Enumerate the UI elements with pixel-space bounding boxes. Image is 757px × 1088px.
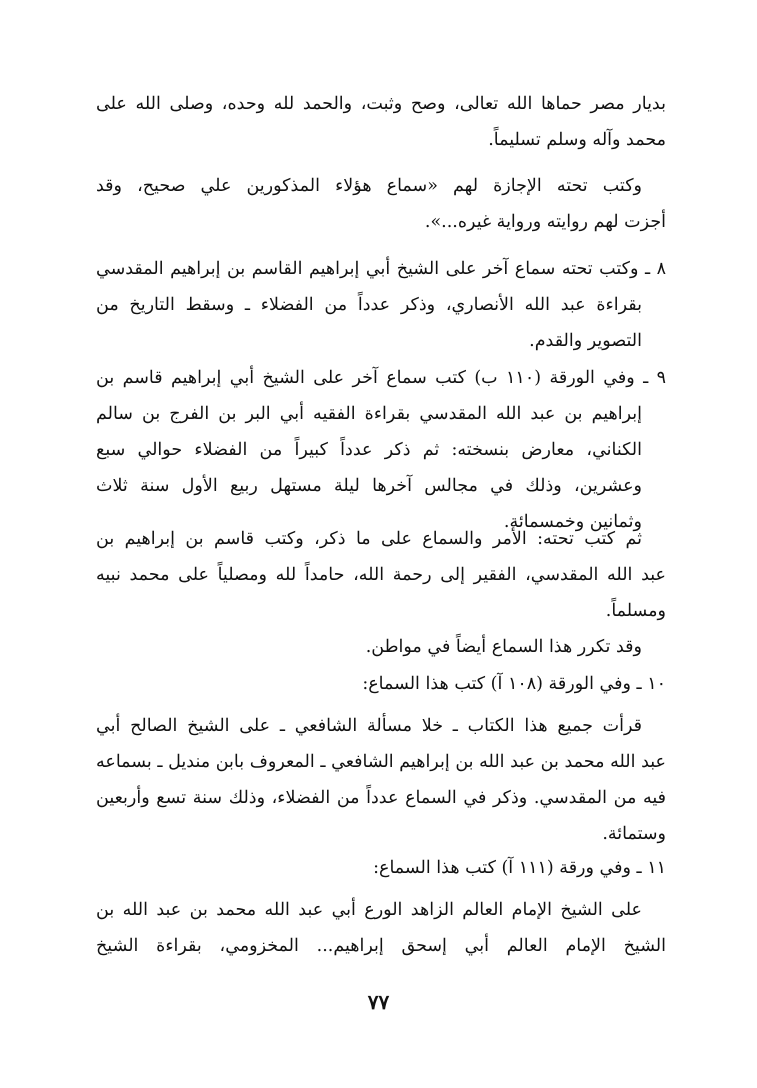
text-line: وثمانين وخمسمائة. xyxy=(503,512,642,532)
text-line: عبد الله محمد بن عبد الله بن إبراهيم الشافعي ـ المعروف بابن منديل ـ بسماعه xyxy=(96,752,666,772)
text-line: ١١ ـ وفي ورقة (١١١ آ) كتب هذا السماع: xyxy=(373,858,666,878)
text-line: الشيخ الإمام العالم أبي إسحق إبراهيم... المخزومي، بقراءة الشيخ xyxy=(96,936,666,956)
text-line: الكناني، معارض بنسخته: ثم ذكر عدداً كبيراً من الفضلاء حوالي سبع xyxy=(96,440,642,460)
text-line: ومسلماً. xyxy=(605,601,666,621)
text-line: ١٠ ـ وفي الورقة (١٠٨ آ) كتب هذا السماع: xyxy=(362,674,666,694)
text-line: عبد الله المقدسي، الفقير إلى رحمة الله، حامداً لله ومصلياً على محمد نبيه xyxy=(96,565,666,585)
paragraph-item-8 xyxy=(96,251,666,359)
text-line: قرأت جميع هذا الكتاب ـ خلا مسألة الشافعي ـ على الشيخ الصالح أبي xyxy=(96,716,642,736)
text-line: وستمائة. xyxy=(602,824,666,844)
paragraph-reading xyxy=(96,708,666,852)
text-line: أجزت لهم روايته ورواية غيره...». xyxy=(424,212,666,232)
text-line: وكتب تحته الإجازة لهم «سماع هؤلاء المذكورين علي صحيح، وقد xyxy=(96,176,642,196)
text-line: فيه من المقدسي. وذكر في السماع عدداً من الفضلاء، وذلك سنة تسع وأربعين xyxy=(96,788,666,808)
text-line: ثم كتب تحته: الأمر والسماع على ما ذكر، وكتب قاسم بن إبراهيم بن xyxy=(96,529,642,549)
text-line: وعشرين، وذلك في مجالس آخرها ليلة مستهل ربيع الأول سنة ثلاث xyxy=(96,476,642,496)
text-line: إبراهيم بن عبد الله المقدسي بقراءة الفقيه أبي البر بن الفرج بن سالم xyxy=(96,404,642,424)
paragraph-item-10 xyxy=(96,666,666,702)
paragraph-sama-note xyxy=(96,521,666,665)
text-line: ٩ ـ وفي الورقة (١١٠ ب) كتب سماع آخر على الشيخ أبي إبراهيم قاسم بن xyxy=(96,368,666,388)
page-number: ٧٧ xyxy=(367,990,390,1014)
text-line: على الشيخ الإمام العالم الزاهد الورع أبي عبد الله محمد بن عبد الله بن xyxy=(96,900,642,920)
paragraph-item-11 xyxy=(96,850,666,886)
paragraph-item-9 xyxy=(96,360,666,540)
text-line: التصوير والقدم. xyxy=(529,331,642,351)
text-line: وقد تكرر هذا السماع أيضاً في مواطن. xyxy=(365,637,642,657)
paragraph-continuation xyxy=(96,86,666,158)
text-line: بقراءة عبد الله الأنصاري، وذكر عدداً من الفضلاء ـ وسقط التاريخ من xyxy=(96,295,642,315)
text-line: محمد وآله وسلم تسليماً. xyxy=(488,130,666,150)
paragraph-sheikh xyxy=(96,892,666,964)
text-line: ٨ ـ وكتب تحته سماع آخر على الشيخ أبي إبراهيم القاسم بن إبراهيم المقدسي xyxy=(96,259,666,279)
text-line: بديار مصر حماها الله تعالى، وصح وثبت، والحمد لله وحده، وصلى الله على xyxy=(96,94,666,114)
paragraph-ijaza xyxy=(96,168,666,240)
